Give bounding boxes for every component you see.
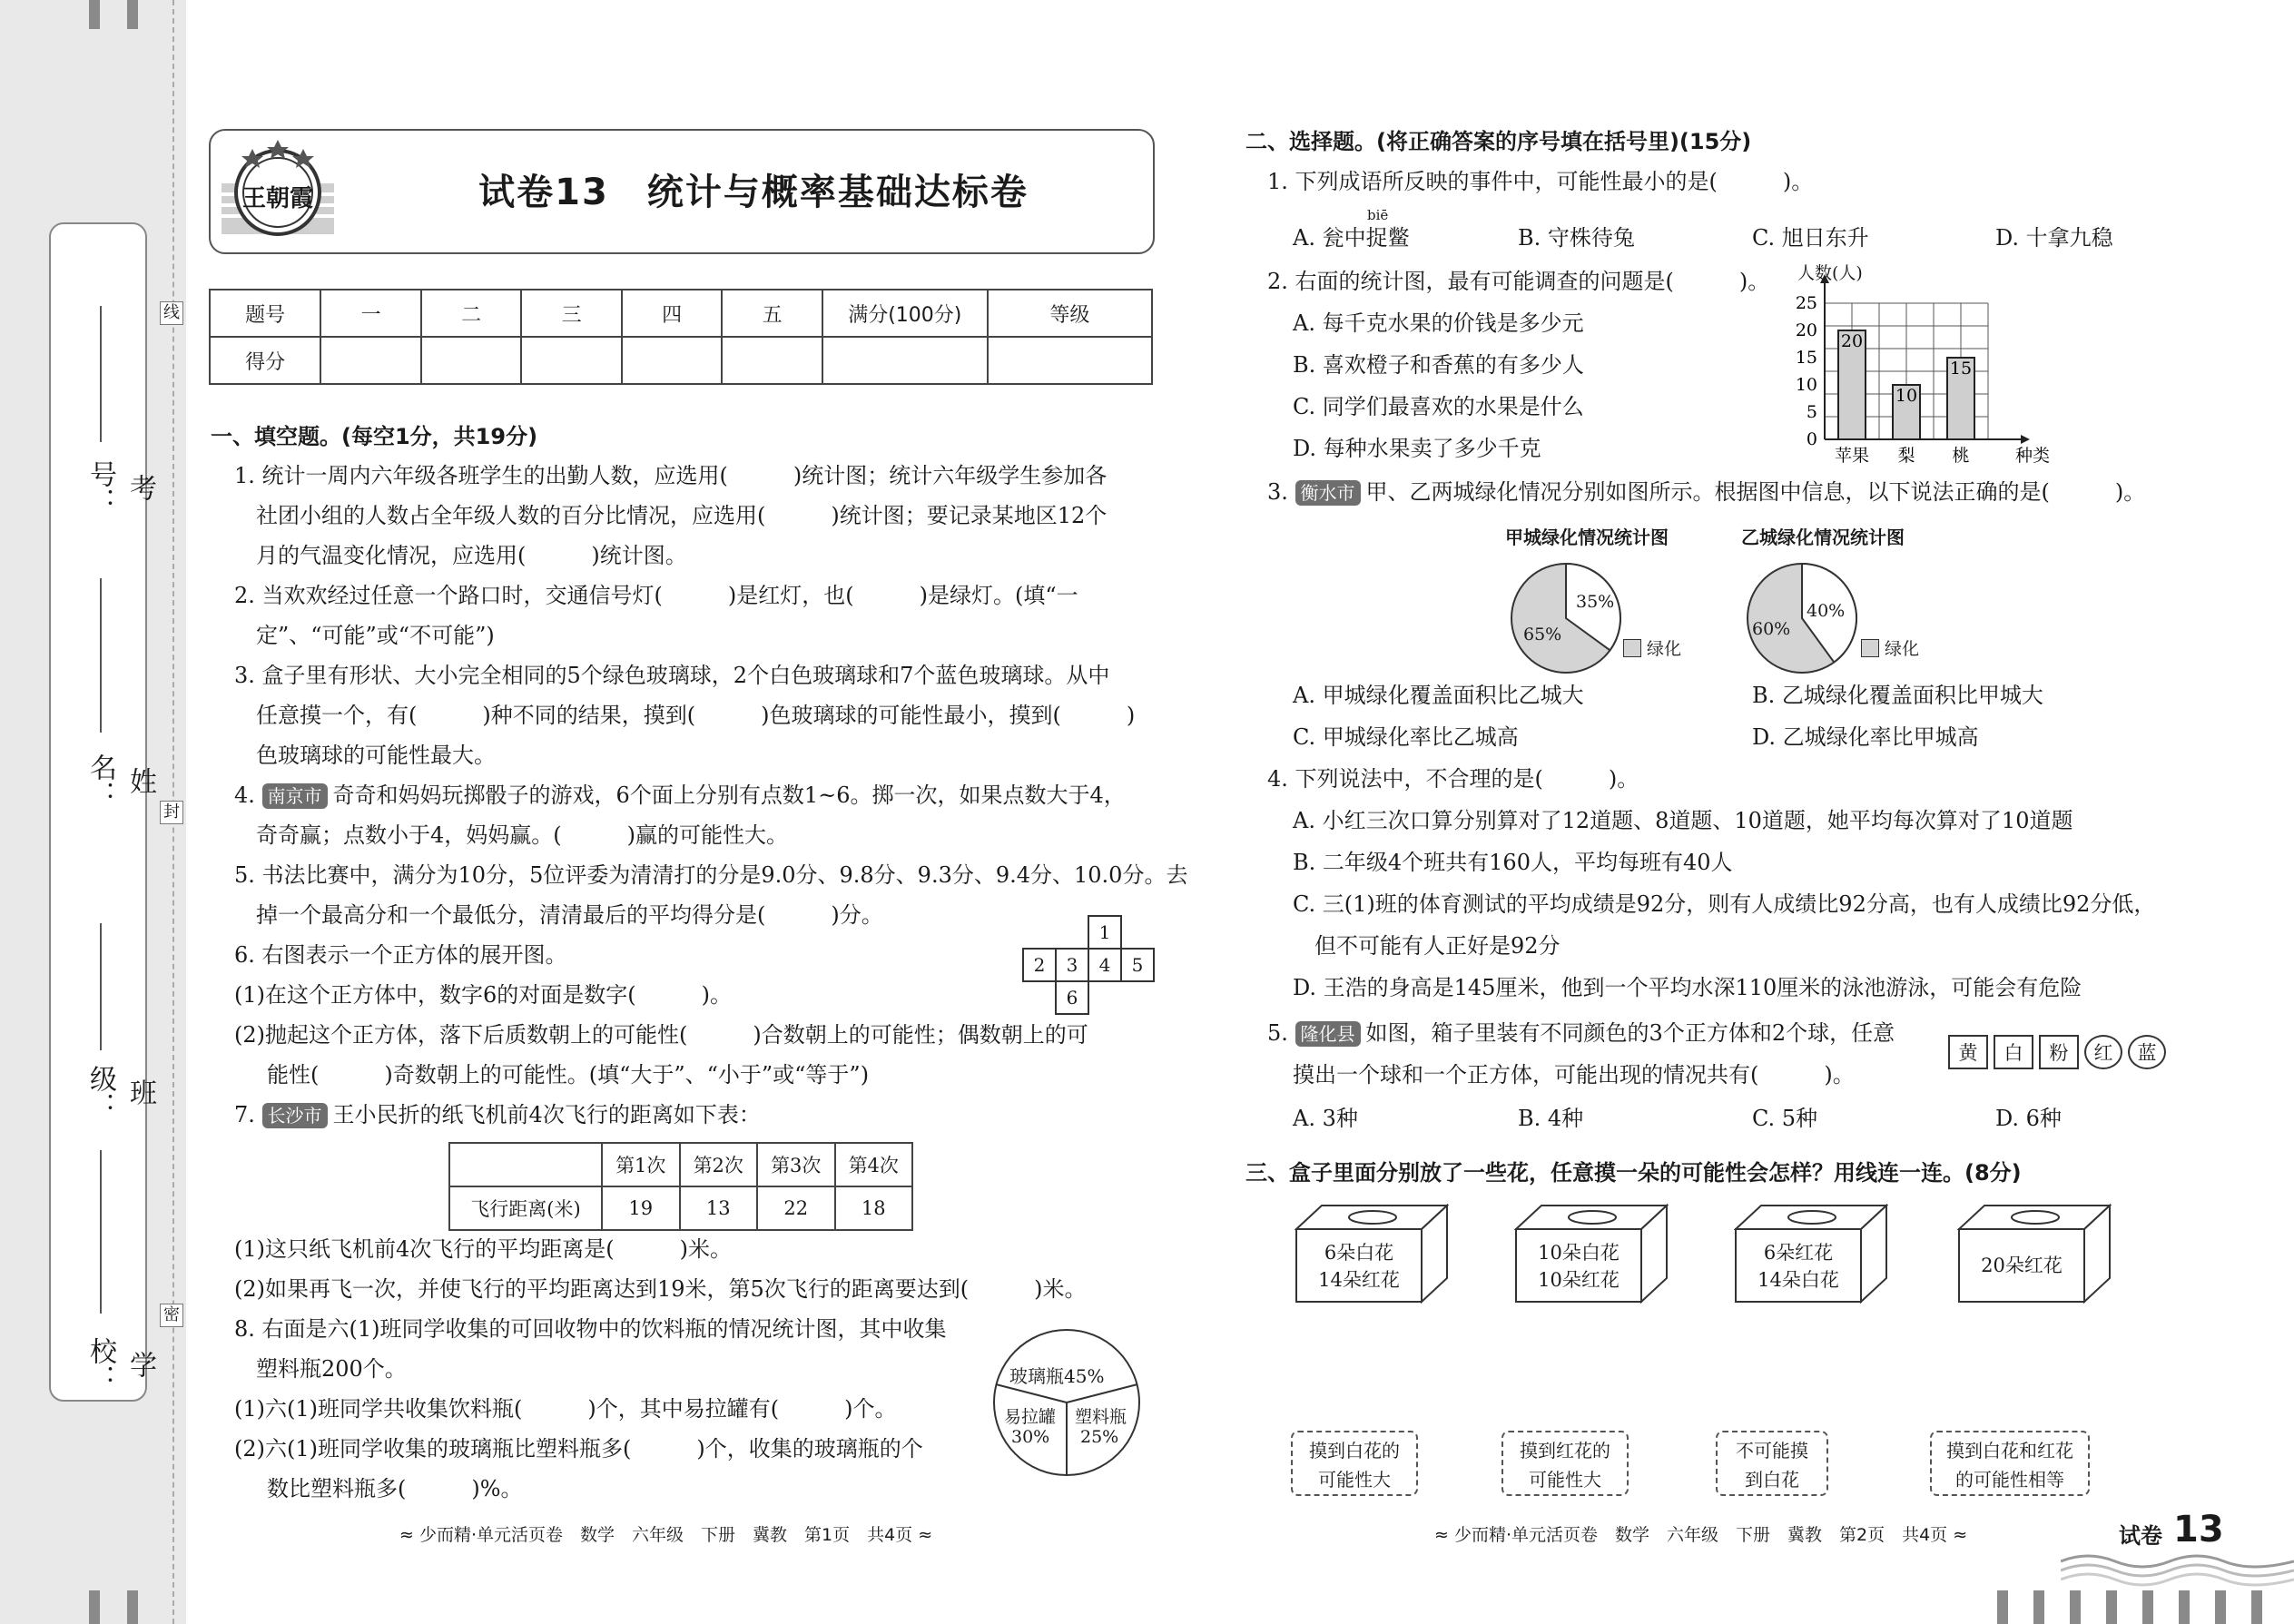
flight-distance-table bbox=[448, 1142, 913, 1231]
region-tag: 衡水市 bbox=[1295, 480, 1361, 506]
score-cell[interactable] bbox=[622, 337, 723, 384]
table-cell: 得分 bbox=[210, 337, 320, 384]
box-line: 14朵白花 bbox=[1757, 1269, 1839, 1291]
pie-label-plastic-pct: 25% bbox=[1080, 1427, 1119, 1447]
legend-swatch bbox=[1623, 639, 1641, 657]
field-line bbox=[100, 1150, 102, 1314]
question-text: 甲、乙两城绿化情况分别如图所示。根据图中信息，以下说法正确的是( )。 bbox=[1365, 479, 2146, 505]
option[interactable]: B. 乙城绿化覆盖面积比甲城大 bbox=[1752, 683, 2043, 708]
pie-a-other: 65% bbox=[1523, 625, 1562, 645]
chart-ylabel: 人数(人) bbox=[1797, 263, 1863, 283]
box-line: 6朵红花 bbox=[1763, 1242, 1834, 1264]
question-line: (1)这只纸飞机前4次飞行的平均距离是( )米。 bbox=[234, 1236, 732, 1262]
pie-title-a: 甲城绿化情况统计图 bbox=[1505, 527, 1669, 548]
net-cell: 1 bbox=[1088, 915, 1122, 950]
seal-char: 封 bbox=[160, 801, 183, 824]
field-line bbox=[100, 306, 102, 442]
score-cell[interactable] bbox=[988, 337, 1152, 384]
score-cell[interactable] bbox=[722, 337, 822, 384]
bottom-mark bbox=[2215, 1590, 2226, 1624]
page-title: 试卷13 统计与概率基础达标卷 bbox=[478, 172, 1029, 213]
option[interactable]: A. 瓮中捉鳖 bbox=[1293, 225, 1410, 251]
option[interactable]: A. 小红三次口算分别算对了12道题、8道题、10道题，她平均每次算对了10道题 bbox=[1293, 808, 2073, 833]
outcome-line: 摸到红花的 bbox=[1520, 1440, 1610, 1462]
option[interactable]: D. 十拿九稳 bbox=[1995, 225, 2113, 251]
field-name[interactable] bbox=[51, 515, 156, 814]
question-line: (2)抛起这个正方体，落下后质数朝上的可能性( )合数朝上的可能性；偶数朝上的可 bbox=[234, 1022, 1088, 1048]
student-info-box bbox=[49, 222, 156, 1402]
bar-value-label: 20 bbox=[1840, 331, 1864, 351]
y-tick-label: 20 bbox=[1795, 320, 1817, 340]
question-line: 奇奇赢；点数小于4，妈妈赢。( )赢的可能性大。 bbox=[256, 822, 788, 848]
outcome-line: 可能性大 bbox=[1529, 1469, 1601, 1491]
table-cell: 第3次 bbox=[757, 1143, 835, 1186]
question-line: 1. 下列成语所反映的事件中，可能性最小的是( )。 bbox=[1267, 169, 1814, 194]
score-table bbox=[209, 289, 1153, 385]
wave-icon: ≈ bbox=[1434, 1525, 1454, 1545]
question-line: (1)六(1)班同学共收集饮料瓶( )个，其中易拉罐有( )个。 bbox=[234, 1396, 897, 1422]
pie-a-graphic bbox=[1507, 559, 1625, 677]
question-line: 色玻璃球的可能性最大。 bbox=[256, 743, 496, 768]
page-badge bbox=[2061, 1509, 2294, 1589]
x-tick-label: 桃 bbox=[1952, 446, 1970, 466]
question-number: 5. bbox=[1267, 1020, 1288, 1046]
badge-label: 试卷 bbox=[2115, 1518, 2166, 1550]
pie-label-plastic: 塑料瓶 bbox=[1075, 1407, 1127, 1427]
question-line bbox=[234, 1095, 761, 1135]
outcome-card[interactable] bbox=[1716, 1431, 1828, 1496]
option[interactable]: D. 每种水果卖了多少千克 bbox=[1293, 436, 1541, 461]
x-axis-label: 种类 bbox=[2015, 446, 2051, 466]
table-cell: 题号 bbox=[210, 290, 320, 337]
table-cell: 13 bbox=[680, 1186, 758, 1230]
option[interactable]: D. 6种 bbox=[1995, 1106, 2062, 1131]
binding-mark bbox=[89, 0, 100, 29]
footer-text: 少而精·单元活页卷 数学 六年级 下册 冀教 第2页 共4页 bbox=[1453, 1525, 1948, 1545]
table-cell: 第2次 bbox=[680, 1143, 758, 1186]
flower-box bbox=[1957, 1204, 2112, 1304]
score-cell[interactable] bbox=[320, 337, 421, 384]
y-tick-label: 5 bbox=[1806, 402, 1817, 422]
wave-icon: ≈ bbox=[912, 1525, 933, 1545]
question-line bbox=[234, 775, 1126, 815]
net-cell: 6 bbox=[1055, 980, 1089, 1015]
y-tick-label: 0 bbox=[1806, 429, 1817, 449]
question-line: (1)在这个正方体中，数字6的对面是数字( )。 bbox=[234, 982, 732, 1008]
question-line bbox=[1267, 472, 2145, 512]
x-axis-arrow-icon bbox=[2021, 435, 2030, 444]
question-text: 奇奇和妈妈玩掷骰子的游戏，6个面上分别有点数1~6。掷一次，如果点数大于4， bbox=[332, 782, 1126, 808]
pie-b-green: 40% bbox=[1807, 601, 1846, 621]
option[interactable]: A. 甲城绿化覆盖面积比乙城大 bbox=[1293, 683, 1584, 708]
pie-a-green: 35% bbox=[1576, 592, 1615, 612]
field-label: 班级： bbox=[84, 1065, 156, 1119]
table-cell: 二 bbox=[421, 290, 522, 337]
question-line: 2. 当欢欢经过任意一个路口时，交通信号灯( )是红灯，也( )是绿灯。(填“一 bbox=[234, 583, 1078, 608]
field-line bbox=[100, 923, 102, 1050]
flower-box bbox=[1514, 1204, 1669, 1304]
table-cell: 等级 bbox=[988, 290, 1152, 337]
region-tag: 隆化县 bbox=[1295, 1021, 1361, 1047]
table-cell: 22 bbox=[757, 1186, 835, 1230]
legend-label: 绿化 bbox=[1647, 639, 1682, 659]
bottom-mark bbox=[2106, 1590, 2117, 1624]
question-line: 8. 右面是六(1)班同学收集的可回收物中的饮料瓶的情况统计图，其中收集 bbox=[234, 1316, 947, 1342]
legend-label: 绿化 bbox=[1885, 639, 1920, 659]
bar-value-label: 10 bbox=[1895, 386, 1918, 406]
ball-item: 蓝 bbox=[2128, 1035, 2166, 1069]
table-row bbox=[210, 290, 1152, 337]
option[interactable]: A. 每千克水果的价钱是多少元 bbox=[1293, 310, 1584, 336]
region-tag: 长沙市 bbox=[262, 1103, 328, 1128]
flower-box bbox=[1734, 1204, 1888, 1304]
table-cell: 飞行距离(米) bbox=[449, 1186, 602, 1230]
option[interactable]: B. 二年级4个班共有160人，平均每班有40人 bbox=[1293, 850, 1733, 875]
pie-title-b: 乙城绿化情况统计图 bbox=[1741, 527, 1905, 548]
net-cell: 2 bbox=[1022, 948, 1057, 982]
bottom-mark bbox=[2251, 1590, 2262, 1624]
cube-item: 粉 bbox=[2039, 1035, 2079, 1069]
outcome-card[interactable] bbox=[1501, 1431, 1629, 1496]
outcome-card[interactable] bbox=[1291, 1431, 1418, 1496]
question-line: 1. 统计一周内六年级各班学生的出勤人数，应选用( )统计图；统计六年级学生参加各 bbox=[234, 463, 1108, 488]
legend-swatch bbox=[1861, 639, 1879, 657]
wave-icon: ≈ bbox=[1947, 1525, 1968, 1545]
outcome-line: 不可能摸 bbox=[1736, 1440, 1808, 1462]
field-label: 考号： bbox=[84, 460, 156, 515]
outcome-line: 摸到白花和红花 bbox=[1946, 1440, 2073, 1462]
pie-label-can: 易拉罐 bbox=[1004, 1407, 1057, 1427]
option[interactable]: D. 王浩的身高是145厘米，他到一个平均水深110厘米的泳池游泳，可能会有危险 bbox=[1293, 975, 2082, 1000]
question-line: 能性( )奇数朝上的可能性。(填“大于”、“小于”或“等于”) bbox=[267, 1062, 870, 1088]
seal-char: 密 bbox=[160, 1304, 183, 1327]
option[interactable]: C. 旭日东升 bbox=[1752, 225, 1869, 251]
section-heading: 二、选择题。(将正确答案的序号填在括号里)(15分) bbox=[1245, 129, 1752, 154]
question-line: 塑料瓶200个。 bbox=[256, 1356, 407, 1382]
ball-item: 红 bbox=[2084, 1035, 2122, 1069]
footer-text: 少而精·单元活页卷 数学 六年级 下册 冀教 第1页 共4页 bbox=[418, 1525, 913, 1545]
table-cell: 满分(100分) bbox=[822, 290, 988, 337]
outcome-line: 的可能性相等 bbox=[1955, 1469, 2064, 1491]
question-line: 4. 下列说法中，不合理的是( )。 bbox=[1267, 766, 1639, 792]
score-cell[interactable] bbox=[822, 337, 988, 384]
field-class[interactable] bbox=[51, 814, 156, 1119]
question-number: 7. bbox=[234, 1102, 255, 1127]
section-heading: 一、填空题。(每空1分，共19分) bbox=[211, 424, 538, 449]
box-line: 20朵红花 bbox=[1981, 1255, 2063, 1276]
question-line: (2)六(1)班同学收集的玻璃瓶比塑料瓶多( )个，收集的玻璃瓶的个 bbox=[234, 1436, 923, 1462]
question-line: 数比塑料瓶多( )%。 bbox=[267, 1476, 523, 1501]
option-continued: 但不可能有人正好是92分 bbox=[1314, 933, 1561, 959]
question-line: 5. 书法比赛中，满分为10分，5位评委为清清打的分是9.0分、9.8分、9.3分、9.4分、10.0分。去 bbox=[234, 862, 1188, 888]
question-line: 摸出一个球和一个正方体，可能出现的情况共有( )。 bbox=[1293, 1062, 1855, 1088]
option[interactable]: C. 甲城绿化率比乙城高 bbox=[1293, 724, 1519, 750]
bottom-mark bbox=[2142, 1590, 2153, 1624]
question-text: 王小民折的纸飞机前4次飞行的距离如下表： bbox=[332, 1102, 761, 1127]
score-cell[interactable] bbox=[421, 337, 522, 384]
table-cell: 一 bbox=[320, 290, 421, 337]
pie-graphic bbox=[989, 1325, 1144, 1480]
bottom-mark bbox=[2033, 1590, 2044, 1624]
option[interactable]: C. 三(1)班的体育测试的平均成绩是92分，则有人成绩比92分高，也有人成绩比92分低， bbox=[1293, 891, 2156, 917]
bottle-pie-chart bbox=[989, 1325, 1144, 1480]
field-label: 姓名： bbox=[84, 753, 156, 808]
footer-right bbox=[1434, 1521, 1967, 1546]
pie-a-legend bbox=[1623, 635, 1681, 660]
x-tick-label: 梨 bbox=[1897, 446, 1915, 466]
outcome-line: 可能性大 bbox=[1318, 1469, 1391, 1491]
footer-left bbox=[399, 1521, 932, 1546]
question-number: 3. bbox=[1267, 479, 1288, 505]
pie-b-legend bbox=[1861, 635, 1919, 660]
binding-mark bbox=[127, 1590, 138, 1624]
option[interactable]: A. 3种 bbox=[1293, 1106, 1358, 1131]
option[interactable]: D. 乙城绿化率比甲城高 bbox=[1752, 724, 1979, 750]
table-cell: 18 bbox=[835, 1186, 913, 1230]
option[interactable]: C. 5种 bbox=[1752, 1106, 1818, 1131]
field-line bbox=[100, 578, 102, 733]
bottom-mark bbox=[1997, 1590, 2008, 1624]
bar-value-label: 15 bbox=[1949, 359, 1973, 379]
binding-mark bbox=[127, 0, 138, 29]
question-line: 定”、“可能”或“不可能”) bbox=[256, 623, 495, 648]
question-line: 3. 盒子里有形状、大小完全相同的5个绿色玻璃球，2个白色玻璃球和7个蓝色玻璃球。从中 bbox=[234, 663, 1110, 688]
binding-mark bbox=[89, 1590, 100, 1624]
question-line: 2. 右面的统计图，最有可能调查的问题是( )。 bbox=[1267, 269, 1770, 294]
cube-item: 黄 bbox=[1948, 1035, 1988, 1069]
box-line: 10朵白花 bbox=[1538, 1242, 1620, 1264]
cube-item: 白 bbox=[1994, 1035, 2033, 1069]
y-tick-label: 15 bbox=[1795, 348, 1817, 368]
table-cell: 第4次 bbox=[835, 1143, 913, 1186]
box-line: 14朵红花 bbox=[1318, 1269, 1400, 1291]
pie-chart-b bbox=[1743, 559, 1925, 677]
net-cell: 4 bbox=[1088, 948, 1122, 982]
table-cell bbox=[449, 1143, 602, 1186]
field-school[interactable] bbox=[51, 1114, 156, 1400]
question-text: 如图，箱子里装有不同颜色的3个正方体和2个球，任意 bbox=[1365, 1020, 1895, 1046]
table-row bbox=[449, 1143, 912, 1186]
question-line: 掉一个最高分和一个最低分，清清最后的平均得分是( )分。 bbox=[256, 902, 883, 928]
flower-box bbox=[1295, 1204, 1449, 1304]
table-row bbox=[210, 337, 1152, 384]
field-label: 学校： bbox=[84, 1336, 156, 1392]
outcome-line: 摸到白花的 bbox=[1309, 1440, 1400, 1462]
question-number: 4. bbox=[234, 782, 255, 808]
pie-label-can-pct: 30% bbox=[1011, 1427, 1050, 1447]
question-line: 任意摸一个，有( )种不同的结果，摸到( )色玻璃球的可能性最小，摸到( ) bbox=[256, 703, 1136, 728]
region-tag: 南京市 bbox=[262, 783, 328, 809]
pie-b-other: 60% bbox=[1752, 619, 1791, 639]
publisher-logo bbox=[216, 136, 340, 243]
logo-text: 王朝霞 bbox=[241, 185, 313, 212]
pinyin-annotation: biē bbox=[1367, 207, 1389, 223]
field-exam-number[interactable] bbox=[51, 224, 156, 515]
box-line: 10朵红花 bbox=[1538, 1269, 1620, 1291]
bottom-mark bbox=[2070, 1590, 2081, 1624]
net-cell: 3 bbox=[1055, 948, 1089, 982]
table-cell: 四 bbox=[622, 290, 723, 337]
badge-number: 13 bbox=[2170, 1509, 2228, 1550]
box-line: 6朵白花 bbox=[1324, 1242, 1394, 1264]
section-heading: 三、盒子里面分别放了一些花，任意摸一朵的可能性会怎样？用线连一连。(8分) bbox=[1245, 1160, 2022, 1186]
table-cell: 19 bbox=[602, 1186, 680, 1230]
outcome-line: 到白花 bbox=[1745, 1469, 1799, 1491]
option[interactable]: C. 同学们最喜欢的水果是什么 bbox=[1293, 394, 1584, 419]
box-items bbox=[1948, 1035, 2171, 1069]
x-tick-label: 苹果 bbox=[1834, 446, 1870, 466]
pie-label-glass: 玻璃瓶45% bbox=[1009, 1365, 1105, 1387]
table-cell: 第1次 bbox=[602, 1143, 680, 1186]
fruit-bar-chart bbox=[1779, 258, 2070, 467]
y-tick-label: 25 bbox=[1795, 293, 1817, 313]
score-cell[interactable] bbox=[521, 337, 622, 384]
question-line: 月的气温变化情况，应选用( )统计图。 bbox=[256, 543, 687, 568]
y-tick-label: 10 bbox=[1795, 375, 1817, 395]
question-line: 社团小组的人数占全年级人数的百分比情况，应选用( )统计图；要记录某地区12个 bbox=[256, 503, 1108, 528]
question-line: 6. 右图表示一个正方体的展开图。 bbox=[234, 942, 567, 968]
question-line bbox=[1267, 1013, 1895, 1053]
wave-icon: ≈ bbox=[399, 1525, 419, 1545]
table-cell: 五 bbox=[722, 290, 822, 337]
bottom-mark bbox=[2179, 1590, 2190, 1624]
seal-char: 线 bbox=[160, 301, 183, 325]
option[interactable]: B. 4种 bbox=[1518, 1106, 1584, 1131]
bar-chart-svg bbox=[1779, 258, 2070, 467]
option[interactable]: B. 喜欢橙子和香蕉的有多少人 bbox=[1293, 352, 1584, 378]
table-cell: 三 bbox=[521, 290, 622, 337]
pie-chart-a bbox=[1507, 559, 1689, 677]
net-cell: 5 bbox=[1120, 948, 1155, 982]
outcome-card[interactable] bbox=[1930, 1431, 2090, 1496]
option[interactable]: B. 守株待兔 bbox=[1518, 225, 1635, 251]
question-line: (2)如果再飞一次，并使飞行的平均距离达到19米，第5次飞行的距离要达到( )米。 bbox=[234, 1276, 1087, 1302]
table-row bbox=[449, 1186, 912, 1230]
